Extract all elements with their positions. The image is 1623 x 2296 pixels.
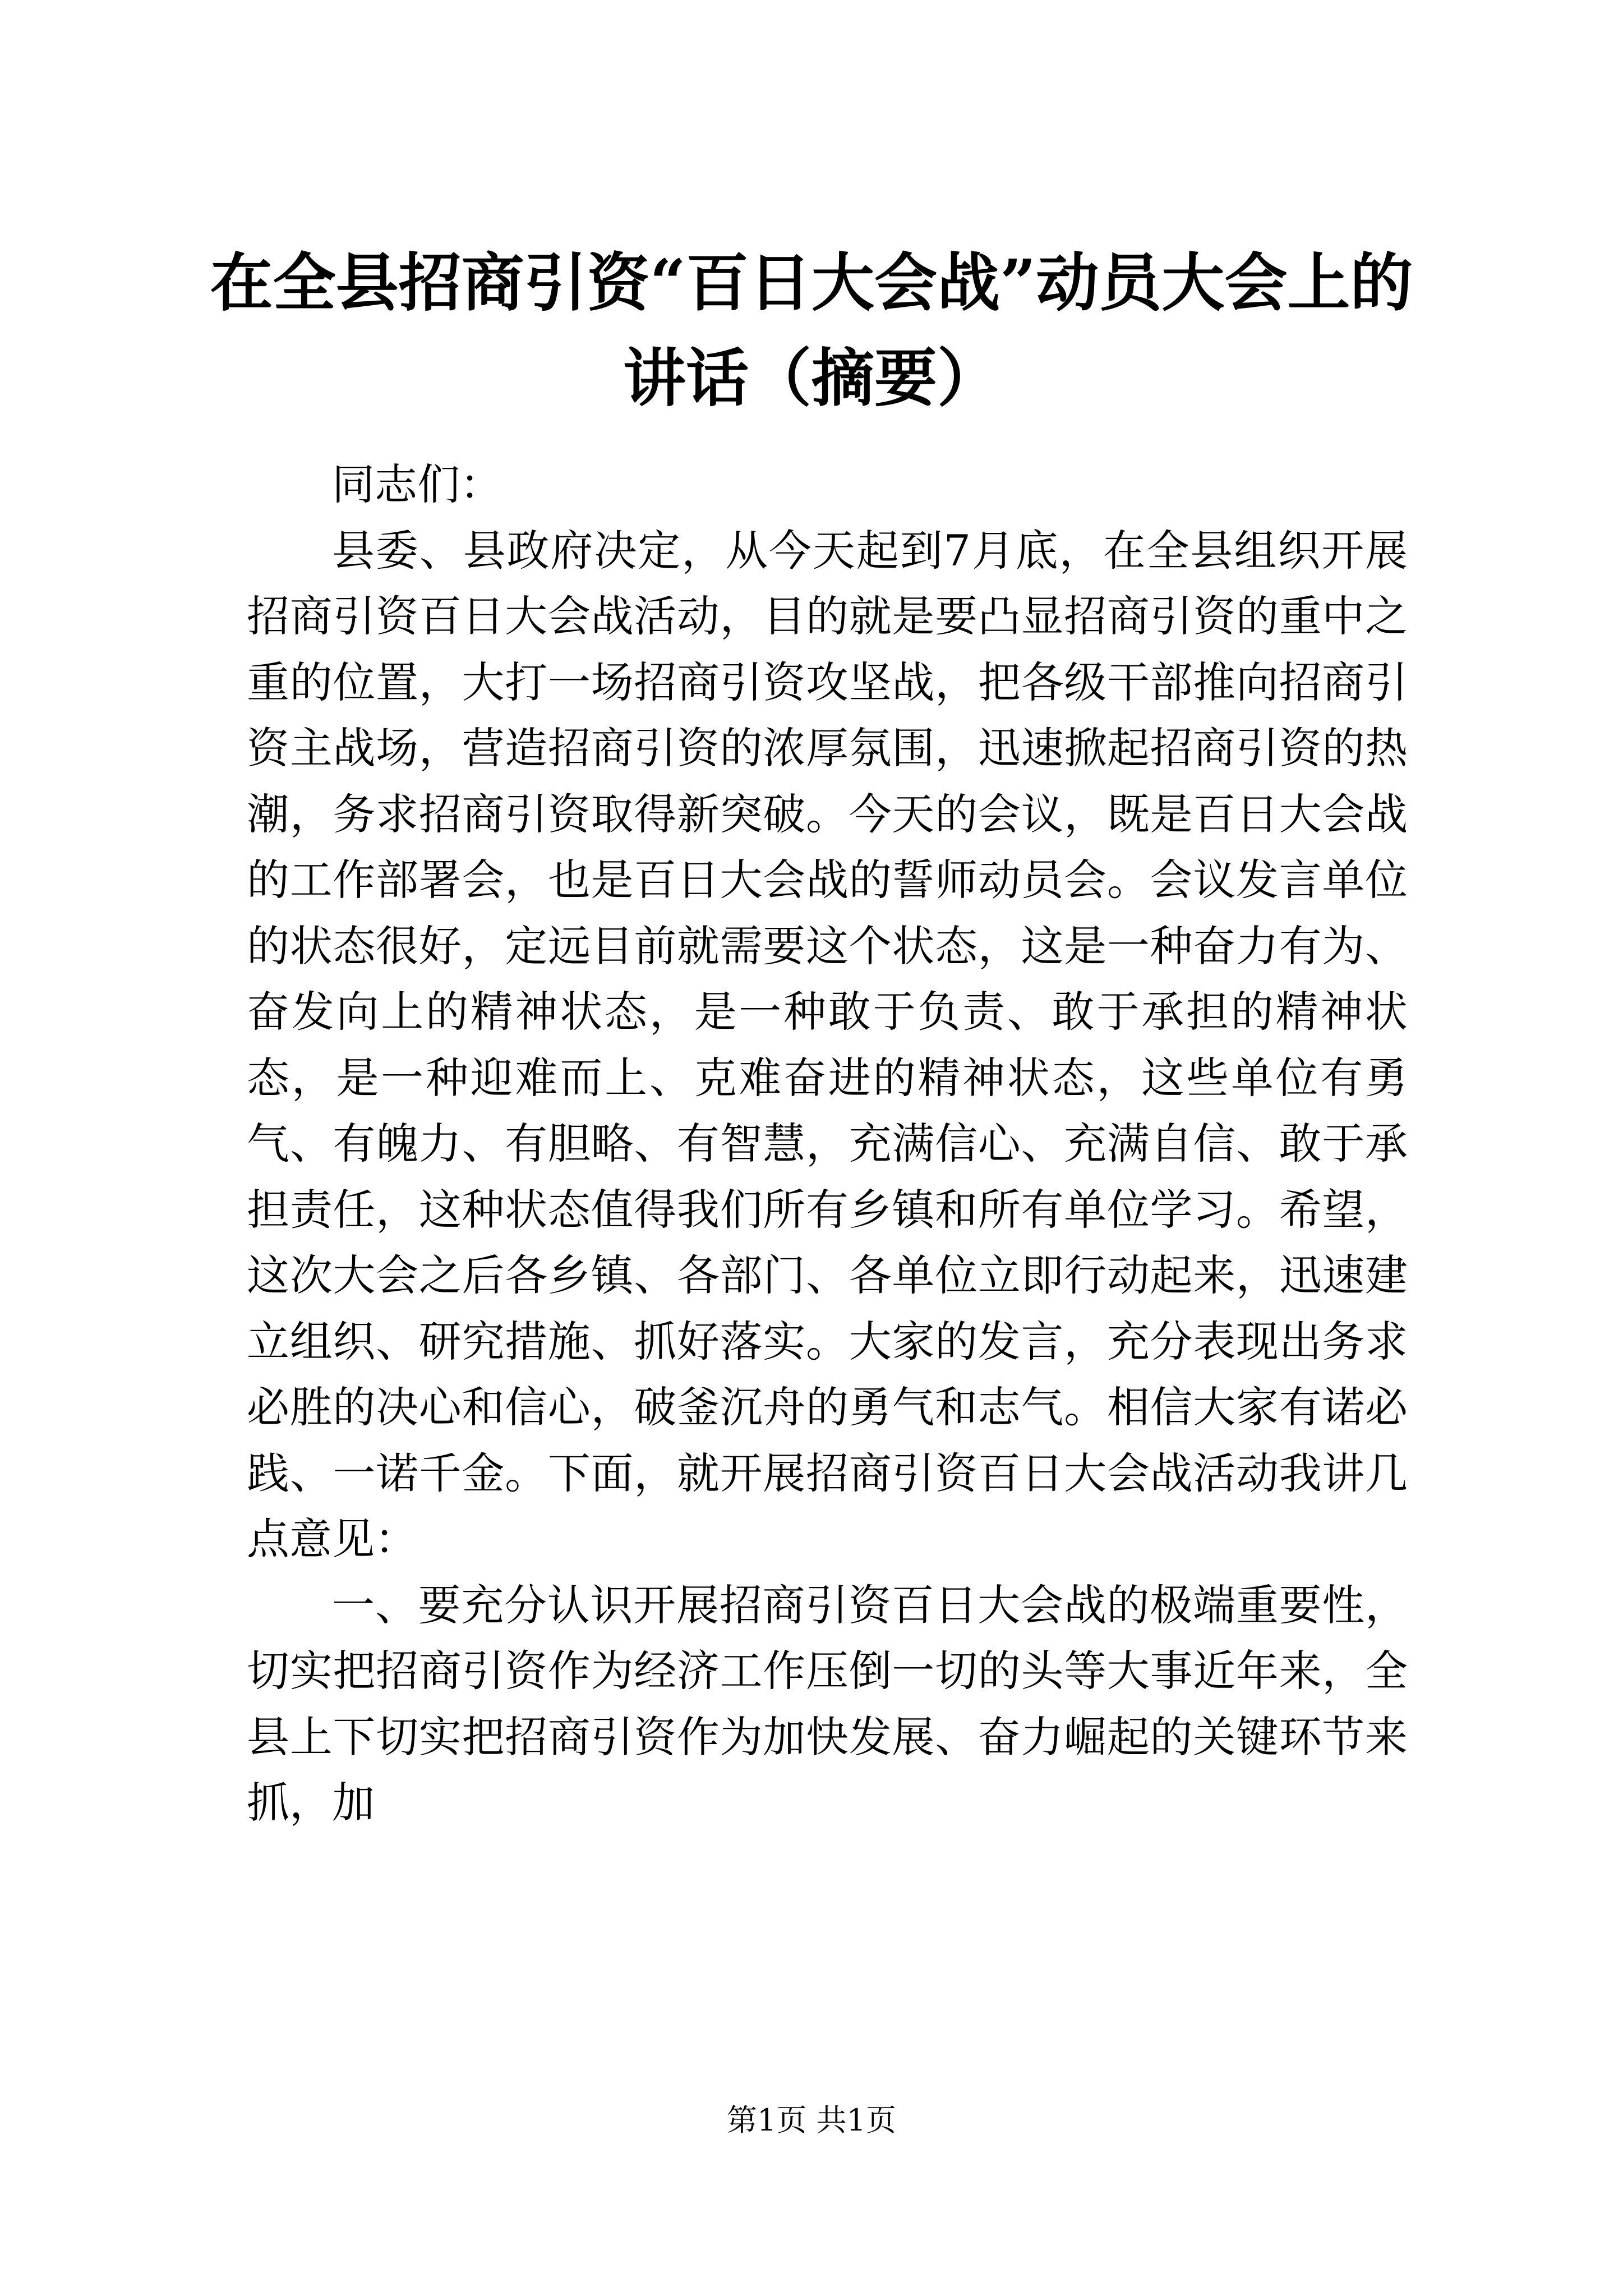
body-paragraph: 县委、县政府决定，从今天起到7月底，在全县组织开展招商引资百日大会战活动，目的就是要凸显招商引资的重中之重的位置，大打一场招商引资攻坚战，把各级干部推向招商引资主战场，营造招商引资的浓厚氛围，迅速掀起招商引资的热潮，务求招商引资取得新突破。今天的会议，既是百日大会战的工作部署会，也是百日大会战的誓师动员会。会议发言单位的状态很好，定远目前就需要这个状态，这是一种奋力有为、奋发向上的精神状态，是一种敢于负责、敢于承担的精神状态，是一种迎难而上、克难奋进的精神状态，这些单位有勇气、有魄力、有胆略、有智慧，充满信心、充满自信、敢于承担责任，这种状态值得我们所有乡镇和所有单位学习。希望，这次大会之后各乡镇、各部门、各单位立即行动起来，迅速建立组织、研究措施、抓好落实。大家的发言，充分表现出务求必胜的决心和信心，破釜沉舟的勇气和志气。相信大家有诺必践、一诺千金。下面，就开展招商引资百日大会战活动我讲几点意见： xyxy=(247,525,1408,1564)
page-number-footer: 第1页 共1页 xyxy=(727,2102,896,2138)
document-title: 在全县招商引资“百日大会战”动员大会上的讲话（摘要） xyxy=(210,246,1413,415)
document-body xyxy=(247,452,1408,1836)
salutation-paragraph: 同志们： xyxy=(332,459,502,509)
body-paragraph: 一、要充分认识开展招商引资百日大会战的极端重要性，切实把招商引资作为经济工作压倒一切的头等大事近年来，全县上下切实把招商引资作为加快发展、奋力崛起的关键环节来抓，加 xyxy=(247,1580,1408,1828)
